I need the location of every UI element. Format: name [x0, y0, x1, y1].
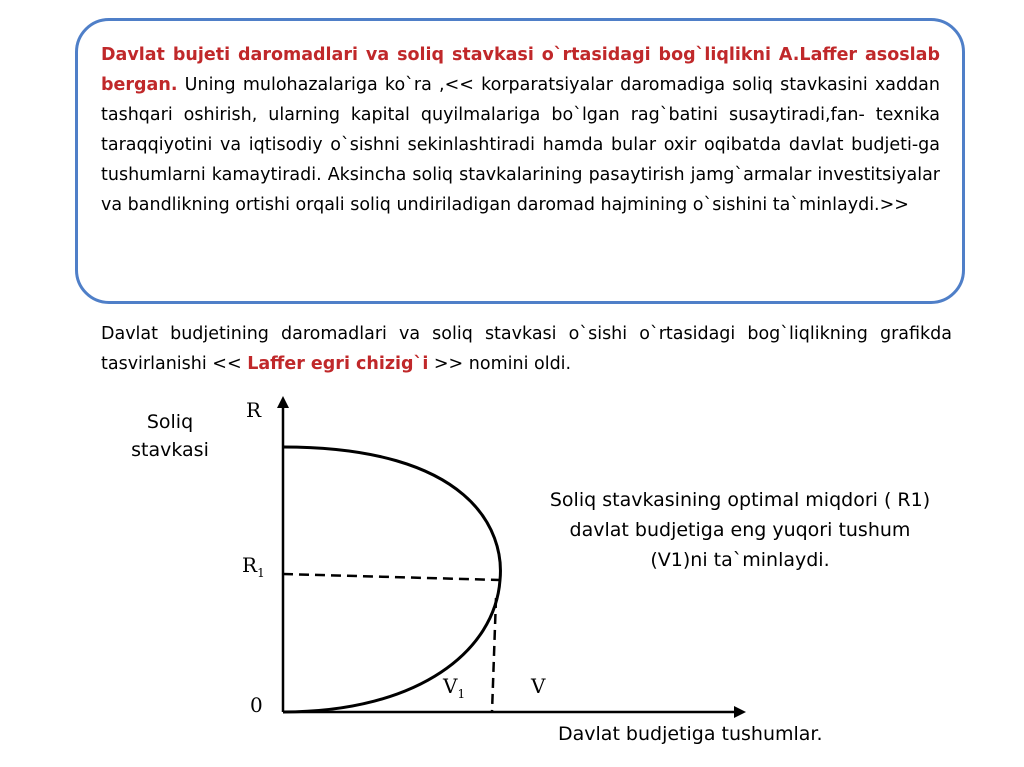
optimal-rate-note: Soliq stavkasining optimal miqdori ( R1) davlat budjetiga eng yuqori tushum (V1)ni ta`minlaydi.	[549, 489, 931, 571]
r1-label-sub: 1	[257, 566, 265, 580]
r1-label-base: R	[242, 553, 258, 577]
intro-before: Davlat budjetining daromadlari va soliq stavkasi o`sishi o`rtasidagi bog`liqlikning grafikda tasvirlanishi <<	[101, 324, 952, 374]
x-axis-letter: V	[531, 674, 546, 698]
x-axis-title: Davlat budjetiga tushumlar.	[558, 723, 823, 745]
r1-label	[242, 553, 265, 580]
v1-label	[443, 674, 465, 701]
v1-label-base: V	[443, 674, 458, 698]
y-axis-title-line2: stavkasi	[131, 439, 209, 461]
y-axis-letter: R	[246, 398, 262, 422]
callout-lead: Davlat bujeti daromadlari va soliq stavkasi o`rtasidagi bog`liqlikni A.Laffer asoslab bergan.	[101, 45, 940, 95]
intro-after: >> nomini oldi.	[428, 354, 572, 374]
y-axis-title	[120, 408, 220, 464]
y-axis-title-line1: Soliq	[146, 411, 194, 433]
callout-body: Uning mulohazalariga ko`ra ,<< korparatsiyalar daromadiga soliq stavkasini xaddan tashqari oshirish, ularning kapital quyilmalariga bo`lgan rag`batini susaytiradi,fan- texnika taraqqiyotini va iqtisodiy o`sishni sekinlashtiradi hamda bular oxir oqibatda davlat budjeti-ga tushumlarni kamaytiradi. Aksincha soliq stavkalarining pasaytirish jamg`armalar investitsiyalar va bandlikning ortishi orqali soliq undiriladigan daromad hajmining o`sishini ta`minlaydi.>>	[101, 75, 940, 215]
r1-dashed-guide	[283, 574, 500, 580]
v1-label-sub: 1	[457, 687, 466, 701]
origin-label: 0	[250, 693, 263, 717]
laffer-curve-term: Laffer egri chizig`i	[247, 354, 429, 374]
